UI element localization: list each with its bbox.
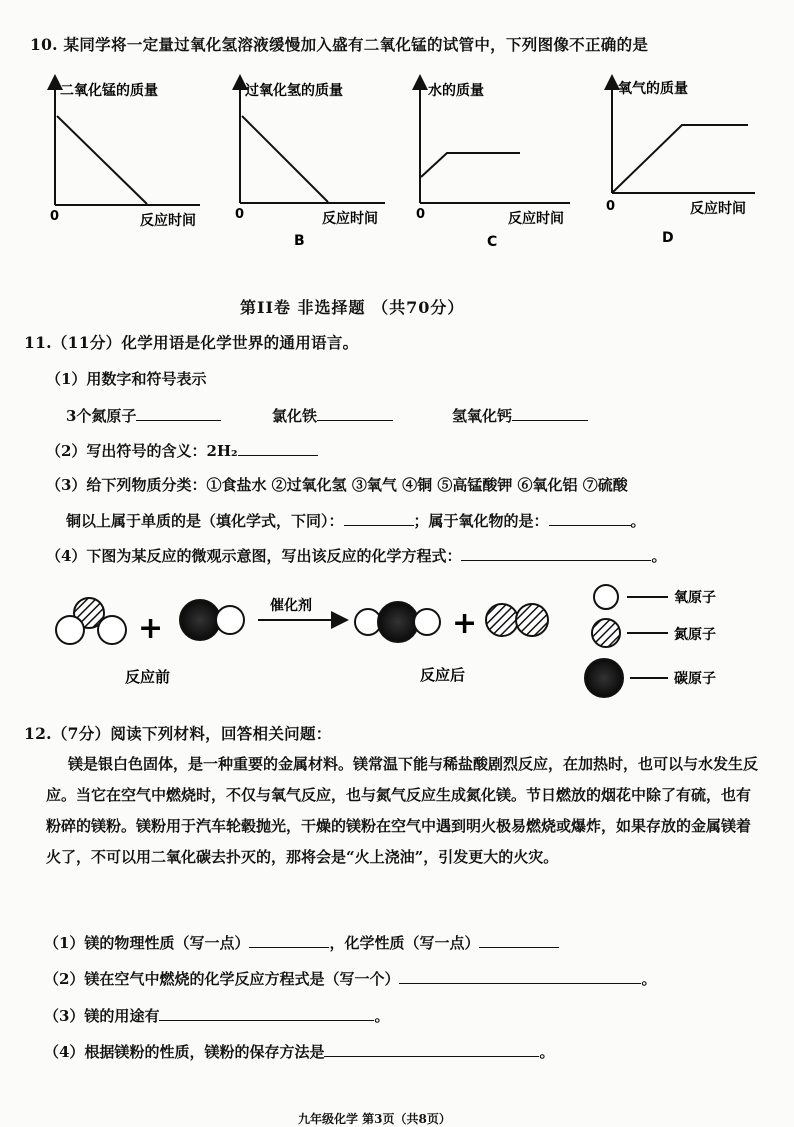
q10-graphs [0,70,794,260]
reaction-diagram [0,575,794,705]
plus-sign: + [452,606,478,641]
answer-blank[interactable] [238,441,318,456]
graph-a-xlabel: 反应时间 [140,213,196,229]
q11-part1-item1: 3个氮原子 [66,405,221,426]
legend-carbon-label: 碳原子 [674,671,716,687]
q11-part3-line1: （3）给下列物质分类：①食盐水 ②过氧化氢 ③氧气 ④铜 ⑤高锰酸钾 ⑥氧化铝 ⑦硫酸 [46,476,628,494]
molecule-before-2 [180,600,244,640]
graph-b-xlabel: 反应时间 [322,211,378,227]
q11-part3-line2: 铜以上属于单质的是（填化学式，下同）： ；属于氧化物的是： 。 [66,512,646,530]
q12-passage: 镁是银白色固体，是一种重要的金属材料。镁常温下能与稀盐酸剧烈反应，在加热时，也可以与水发生反应。当它在空气中燃烧时，不仅与氧气反应，也与氮气反应生成氮化镁。节日燃放的烟花中除了有硫，也有粉碎的镁粉。镁粉用于汽车轮毂抛光，干燥的镁粉在空气中遇到明火极易燃烧或爆炸，如果存放的金属镁着火了，不可以用二氧化碳去扑灭的，那将会是“火上浇油”，引发更大的火灾。 [46,755,759,866]
q11-part4: （4）下图为某反应的微观示意图，写出该反应的化学方程式： 。 [46,547,667,565]
nitrogen-atom [486,604,518,636]
carbon-atom [180,600,220,640]
oxygen-atom [414,609,440,635]
legend-nitrogen-label: 氮原子 [674,627,716,643]
graph-c-curve [421,153,520,177]
legend-nitrogen-icon [592,619,620,647]
q11-part1-item2: 氯化铁 [272,405,393,426]
answer-blank[interactable] [344,511,414,526]
graph-c-ylabel: 水的质量 [428,83,484,99]
graph-c-origin: 0 [416,207,426,222]
q11-part1-item3: 氢氧化钙 [452,405,588,426]
q12-part1: （1）镁的物理性质（写一点） ，化学性质（写一点） [44,932,559,953]
molecule-before-1 [56,598,126,644]
graph-b-ylabel: 过氧化氢的质量 [245,83,343,99]
q12-part3: （3）镁的用途有 。 [44,1007,390,1025]
oxygen-atom [216,606,244,634]
graph-a-origin: 0 [50,209,60,224]
answer-blank[interactable] [461,546,651,561]
molecule-after-2 [486,604,548,636]
page-footer: 九年级化学 第3页（共8页） [298,1112,451,1126]
question-12-title: 12.（7分）阅读下列材料，回答相关问题： [24,724,332,743]
graph-a-curve [57,116,147,204]
graph-b-option: B [294,233,305,249]
legend [585,585,716,697]
q11-part2: （2）写出符号的含义：2H₂ [46,440,318,461]
after-label: 反应后 [420,666,466,684]
legend-carbon-icon [585,659,623,697]
answer-blank[interactable] [512,406,588,421]
answer-blank[interactable] [159,1006,374,1021]
answer-blank[interactable] [324,1042,539,1057]
graph-c [416,82,570,250]
graph-d-ylabel: 氧气的质量 [618,81,688,97]
oxygen-atom [56,616,84,644]
oxygen-atom [98,616,126,644]
molecule-after-1 [355,602,440,642]
graph-b-origin: 0 [235,207,245,222]
catalyst-label: 催化剂 [270,598,312,614]
graph-b [235,82,385,249]
graph-d-xlabel: 反应时间 [690,201,746,217]
answer-blank[interactable] [317,406,393,421]
graph-c-xlabel: 反应时间 [508,211,564,227]
answer-blank[interactable] [479,933,559,948]
q11-part1: （1）用数字和符号表示 [46,370,207,388]
question-10-title: 10. 某同学将一定量过氧化氢溶液缓慢加入盛有二氧化锰的试管中，下列图像不正确的是 [30,35,649,54]
graph-b-curve [242,116,328,202]
q12-part2: （2）镁在空气中燃烧的化学反应方程式是（写一个） 。 [44,970,657,988]
graph-d-option: D [662,230,674,246]
section-2-title: 第II卷 非选择题 （共70分） [240,298,465,317]
answer-blank[interactable] [249,933,329,948]
answer-blank[interactable] [136,406,221,421]
nitrogen-atom [516,604,548,636]
graph-a [50,82,200,229]
answer-blank[interactable] [549,511,631,526]
legend-oxygen-icon [594,585,618,609]
carbon-atom [378,602,418,642]
before-label: 反应前 [125,668,171,686]
q12-part4: （4）根据镁粉的性质，镁粉的保存方法是 。 [44,1043,555,1061]
graph-d-origin: 0 [606,199,616,214]
graph-c-option: C [487,234,498,250]
graph-a-ylabel: 二氧化锰的质量 [60,83,158,99]
graph-d [606,80,755,246]
question-11-title: 11.（11分）化学用语是化学世界的通用语言。 [24,333,359,352]
legend-oxygen-label: 氧原子 [674,590,716,606]
answer-blank[interactable] [399,969,641,984]
plus-sign: + [138,611,164,646]
graph-d-curve [613,125,748,192]
